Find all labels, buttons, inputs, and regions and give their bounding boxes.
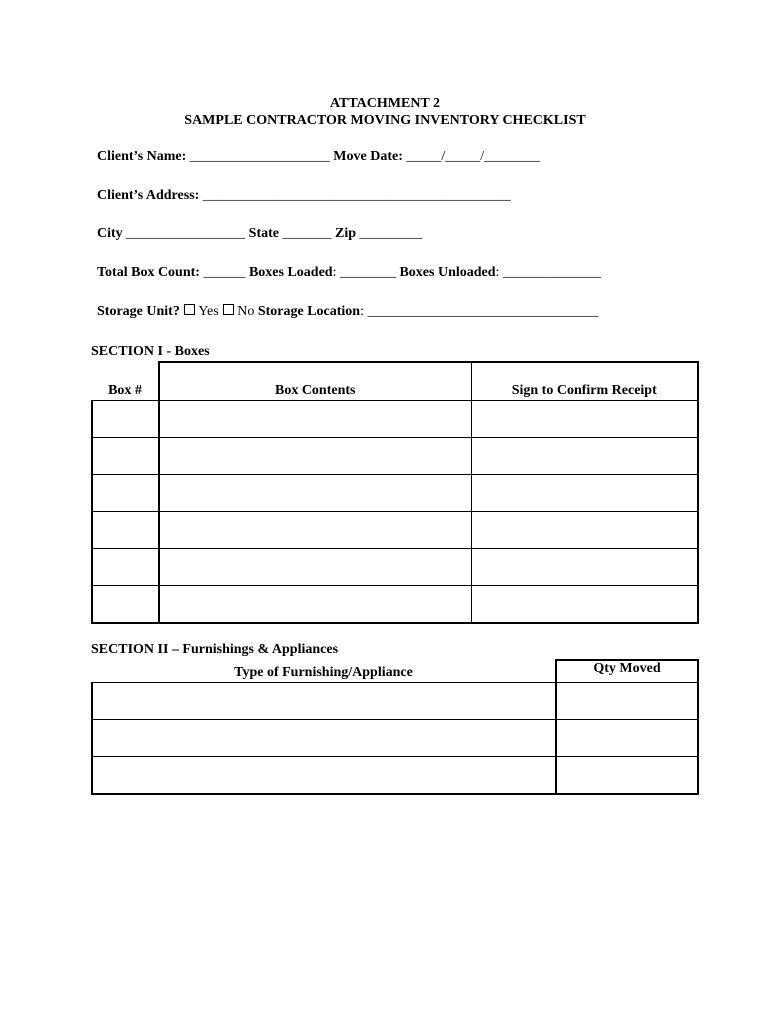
furnishing-type-cell[interactable] [92, 683, 556, 720]
storage-unit-label: Storage Unit? [97, 304, 180, 319]
box-contents-cell[interactable] [159, 549, 471, 586]
client-name-label: Client’s Name: [97, 149, 187, 164]
client-address-label: Client’s Address: [97, 188, 200, 203]
sign-cell[interactable] [471, 475, 698, 512]
state-label: State [248, 226, 279, 241]
boxes-unloaded-label: Boxes Unloaded [399, 265, 496, 280]
col-box-contents: Box Contents [159, 362, 471, 401]
yes-checkbox[interactable] [184, 304, 195, 315]
box-number-cell[interactable] [92, 438, 159, 475]
zip-label: Zip [335, 226, 357, 241]
total-box-count-label: Total Box Count: [97, 265, 200, 280]
document-title: SAMPLE CONTRACTOR MOVING INVENTORY CHECKLIST [184, 113, 586, 128]
box-number-cell[interactable] [92, 586, 159, 624]
table-row [92, 757, 698, 795]
box-number-cell[interactable] [92, 549, 159, 586]
table-row [92, 512, 698, 549]
box-contents-cell[interactable] [159, 586, 471, 624]
boxes-table-header [92, 362, 698, 401]
yes-label: Yes [198, 304, 219, 319]
table-row [92, 438, 698, 475]
sign-cell[interactable] [471, 401, 698, 438]
total-box-count-blank[interactable]: ______ [199, 265, 249, 280]
furnishing-type-cell[interactable] [92, 757, 556, 795]
qty-moved-cell[interactable] [556, 720, 698, 757]
boxes-loaded-label: Boxes Loaded [248, 265, 333, 280]
client-name-line [97, 148, 540, 166]
boxes-loaded-blank[interactable]: : ________ [332, 265, 400, 280]
storage-location-blank[interactable]: : _________________________________ [360, 304, 599, 319]
city-state-zip-line [97, 225, 423, 243]
col-box-number: Box # [92, 362, 159, 401]
boxes-unloaded-blank[interactable]: : ______________ [495, 265, 601, 280]
table-row [92, 683, 698, 720]
col-sign-confirm: Sign to Confirm Receipt [471, 362, 698, 401]
box-contents-cell[interactable] [159, 438, 471, 475]
sign-cell[interactable] [471, 512, 698, 549]
client-address-line [97, 187, 511, 205]
furnishings-table [91, 659, 699, 795]
sign-cell[interactable] [471, 549, 698, 586]
sign-cell[interactable] [471, 586, 698, 624]
section-2-title: SECTION II – Furnishings & Appliances [91, 642, 339, 657]
sign-cell[interactable] [471, 438, 698, 475]
furnishing-type-cell[interactable] [92, 720, 556, 757]
state-blank[interactable]: _______ [279, 226, 335, 241]
attachment-heading: ATTACHMENT 2 [329, 96, 441, 111]
box-contents-cell[interactable] [159, 401, 471, 438]
city-blank[interactable]: _________________ [122, 226, 249, 241]
table-row [92, 586, 698, 624]
col-furnishing-type: Type of Furnishing/Appliance [92, 660, 556, 683]
move-date-blank[interactable]: _____/_____/________ [402, 149, 541, 164]
col-qty-moved: Qty Moved [556, 660, 698, 683]
client-name-blank[interactable]: ____________________ [186, 149, 334, 164]
storage-location-label: Storage Location [257, 304, 361, 319]
zip-blank[interactable]: _________ [356, 226, 423, 241]
city-label: City [97, 226, 123, 241]
box-contents-cell[interactable] [159, 475, 471, 512]
move-date-label: Move Date: [333, 149, 403, 164]
table-row [92, 401, 698, 438]
table-row [92, 720, 698, 757]
table-row [92, 475, 698, 512]
no-checkbox[interactable] [223, 304, 234, 315]
client-address-blank[interactable]: ____________________________________________ [199, 188, 511, 203]
section-1-title: SECTION I - Boxes [91, 344, 210, 359]
box-count-line [97, 264, 601, 282]
box-number-cell[interactable] [92, 512, 159, 549]
qty-moved-cell[interactable] [556, 683, 698, 720]
box-number-cell[interactable] [92, 475, 159, 512]
table-row [92, 549, 698, 586]
qty-moved-cell[interactable] [556, 757, 698, 795]
box-contents-cell[interactable] [159, 512, 471, 549]
boxes-table [91, 361, 699, 624]
box-number-cell[interactable] [92, 401, 159, 438]
storage-line [97, 303, 598, 321]
furnishings-table-header [92, 660, 698, 683]
no-label: No [237, 304, 255, 319]
